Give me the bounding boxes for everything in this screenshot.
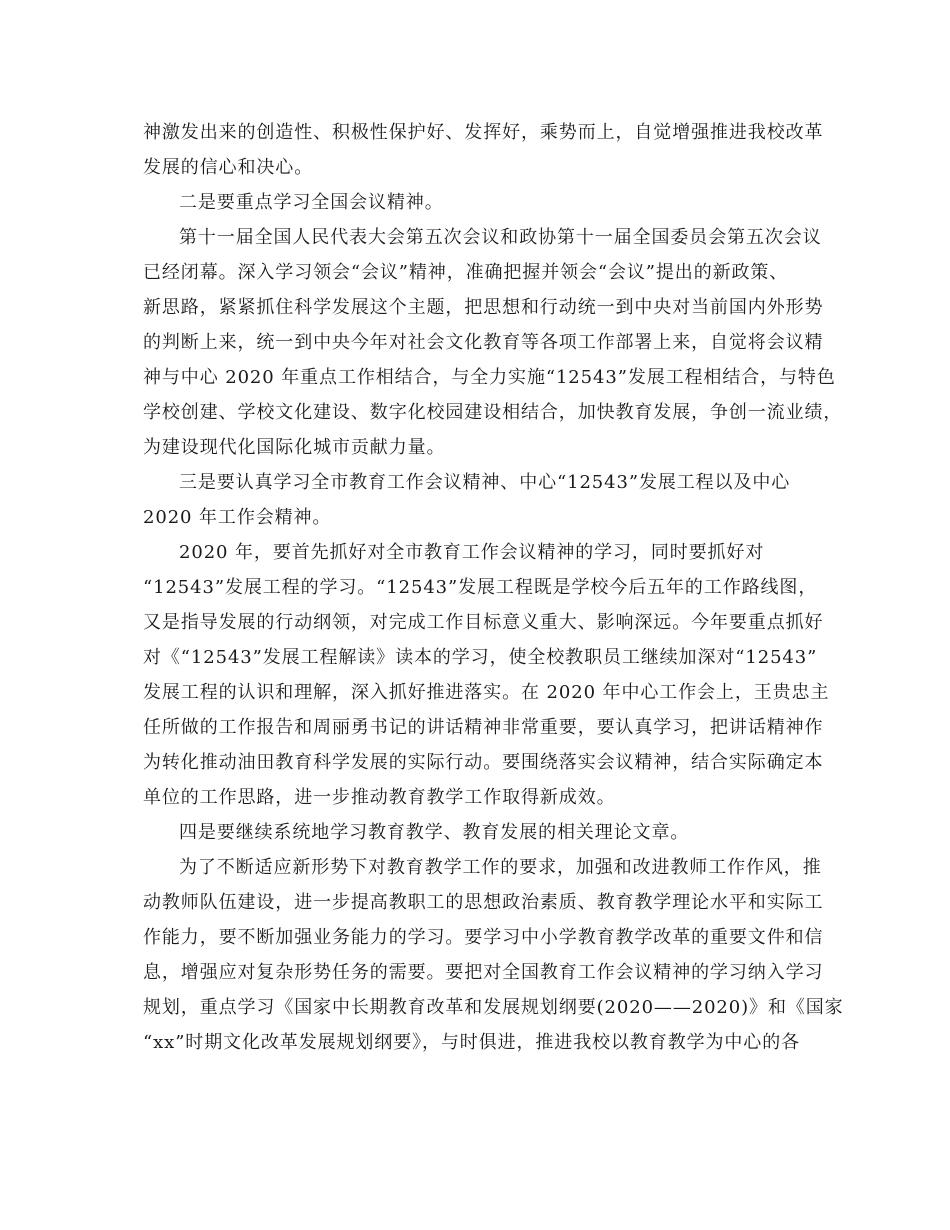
text-line: 为建设现代化国际化城市贡献力量。 [143, 437, 446, 458]
text-line: 2020 年，要首先抓好对全市教育工作会议精神的学习，同时要抓好对 [179, 542, 765, 563]
text-line: 的判断上来，统一到中央今年对社会文化教育等各项工作部署上来，自觉将会议精 [143, 332, 824, 353]
text-line: 二是要重点学习全国会议精神。 [179, 192, 444, 213]
text-line: 单位的工作思路，进一步推动教育教学工作取得新成效。 [143, 787, 616, 808]
text-line: 对《“12543”发展工程解读》读本的学习，使全校教职员工继续加深对“12543” [143, 647, 818, 668]
text-line: 规划，重点学习《国家中长期教育改革和发展规划纲要(2020——2020)》和《国家 [143, 997, 844, 1018]
text-line: 2020 年工作会精神。 [143, 507, 332, 528]
text-line: 发展工程的认识和理解，深入抓好推进落实。在 2020 年中心工作会上，王贵忠主 [143, 682, 830, 703]
text-line: 四是要继续系统地学习教育教学、教育发展的相关理论文章。 [179, 822, 690, 843]
text-line: 神激发出来的创造性、积极性保护好、发挥好，乘势而上，自觉增强推进我校改革 [143, 122, 824, 143]
text-line: “12543”发展工程的学习。“12543”发展工程既是学校今后五年的工作路线图， [143, 577, 818, 598]
text-line: 已经闭幕。深入学习领会“会议”精神，准确把握并领会“会议”提出的新政策、 [143, 262, 789, 283]
text-line: 动教师队伍建设，进一步提高教职工的思想政治素质、教育教学理论水平和实际工 [143, 892, 824, 913]
text-line: 神与中心 2020 年重点工作相结合，与全力实施“12543”发展工程相结合，与特色 [143, 367, 836, 388]
text-line: 发展的信心和决心。 [143, 157, 314, 178]
text-line: 学校创建、学校文化建设、数字化校园建设相结合，加快教育发展，争创一流业绩， [143, 402, 843, 423]
text-line: 息，增强应对复杂形势任务的需要。要把对全国教育工作会议精神的学习纳入学习 [143, 962, 824, 983]
text-line: 三是要认真学习全市教育工作会议精神、中心“12543”发展工程以及中心 [179, 472, 791, 493]
text-line: 作能力，要不断加强业务能力的学习。要学习中小学教育教学改革的重要文件和信 [143, 927, 824, 948]
text-line: 又是指导发展的行动纲领，对完成工作目标意义重大、影响深远。今年要重点抓好 [143, 612, 824, 633]
text-line: 为了不断适应新形势下对教育教学工作的要求，加强和改进教师工作作风，推 [179, 857, 822, 878]
text-line: 为转化推动油田教育科学发展的实际行动。要围绕落实会议精神，结合实际确定本 [143, 752, 824, 773]
text-line: 新思路，紧紧抓住科学发展这个主题，把思想和行动统一到中央对当前国内外形势 [143, 297, 824, 318]
text-line: “xx”时期文化改革发展规划纲要》，与时俱进，推进我校以教育教学为中心的各 [143, 1032, 801, 1053]
text-line: 第十一届全国人民代表大会第五次会议和政协第十一届全国委员会第五次会议 [179, 227, 822, 248]
text-line: 任所做的工作报告和周丽勇书记的讲话精神非常重要，要认真学习，把讲话精神作 [143, 717, 824, 738]
